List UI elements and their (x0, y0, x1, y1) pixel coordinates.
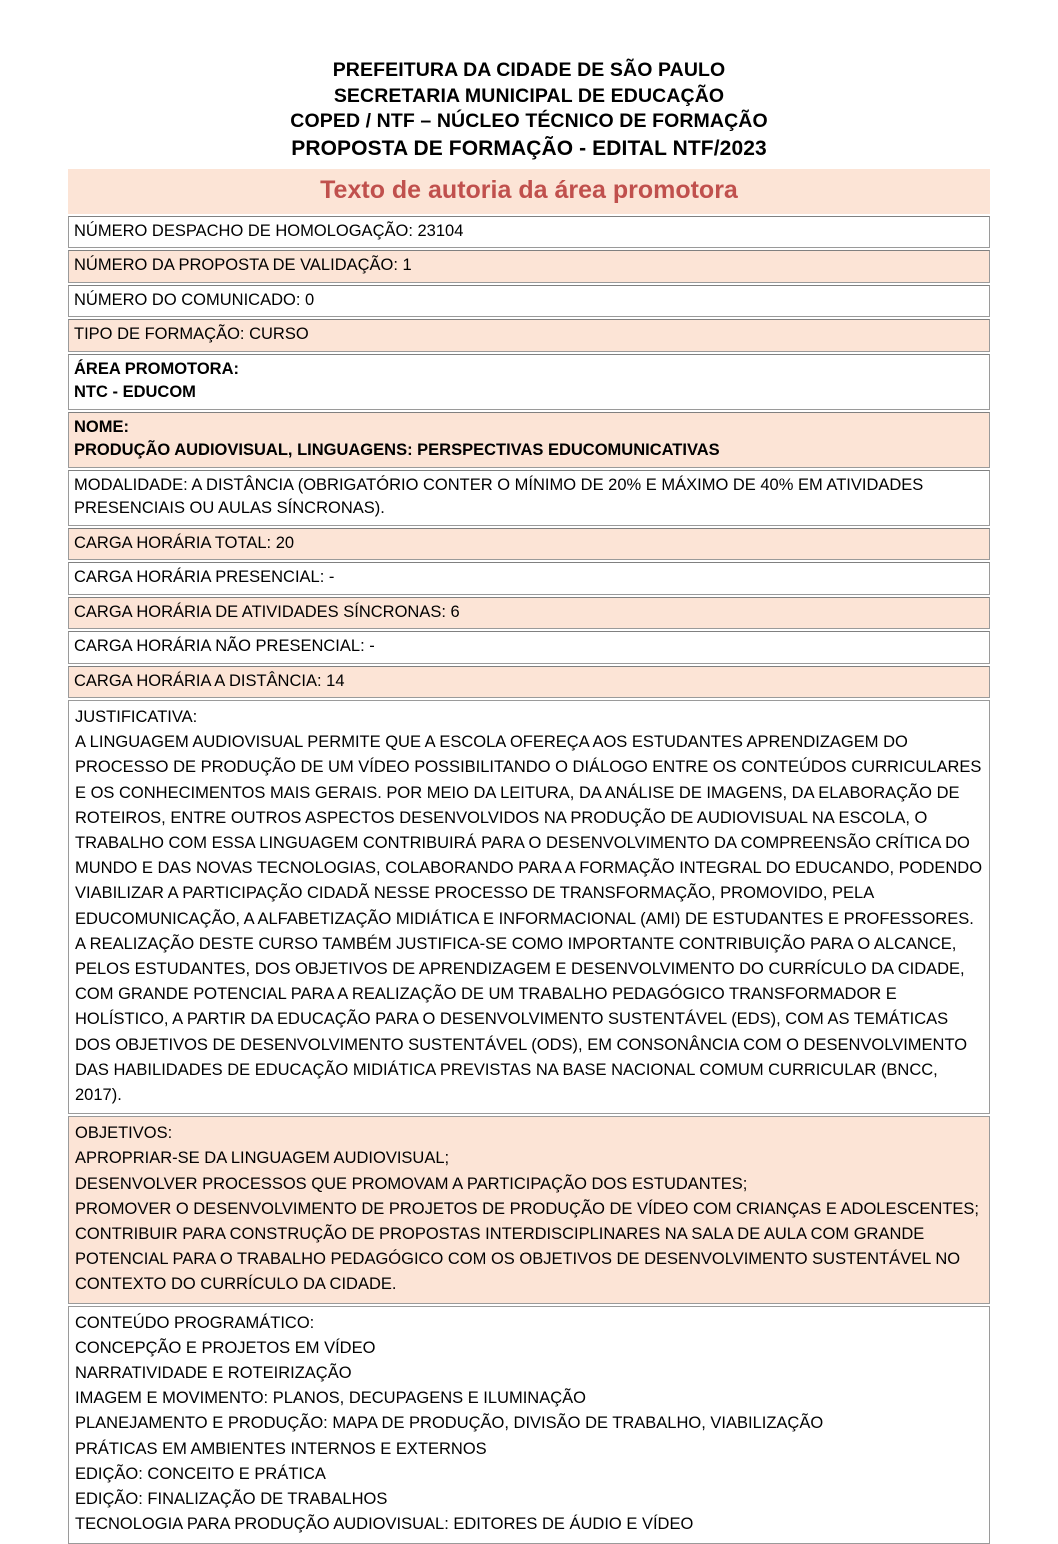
header-line-secretaria: SECRETARIA MUNICIPAL DE EDUCAÇÃO (333, 84, 725, 107)
section-conteudo-programatico (68, 1306, 990, 1544)
section-banner-autoria: Texto de autoria da área promotora (68, 169, 990, 214)
proposal-form-table (68, 169, 990, 1544)
field-carga-horaria-distancia (68, 666, 990, 699)
field-tipo-formacao (68, 319, 990, 352)
field-carga-horaria-nao-presencial (68, 631, 990, 664)
header-line-prefeitura: PREFEITURA DA CIDADE DE SÃO PAULO (332, 59, 726, 81)
section-conteudo-item: CONCEPÇÃO E PROJETOS EM VÍDEO (75, 1338, 376, 1357)
section-justificativa-text: A LINGUAGEM AUDIOVISUAL PERMITE QUE A ESCOLA OFEREÇA AOS ESTUDANTES APRENDIZAGEM DO PROCESSO DE PRODUÇÃO DE UM VÍDEO POSSIBILITANDO O DIÁLOGO ENTRE OS CONTEÚDOS CURRICULARES E OS CONHECIMENTOS MAIS GERAIS. POR MEIO DA LEITURA, DA ANÁLISE DE IMAGENS, DA ELABORAÇÃO DE ROTEIROS, ENTRE OUTROS ASPECTOS DESENVOLVIDOS NA PRODUÇÃO DE AUDIOVISUAL NA ESCOLA, O TRABALHO COM ESSA LINGUAGEM CONTRIBUIRÁ PARA O DESENVOLVIMENTO DA COMPREENSÃO CRÍTICA DO MUNDO E DAS NOVAS TECNOLOGIAS, COLABORANDO PARA A FORMAÇÃO INTEGRAL DO EDUCANDO, PODENDO VIABILIZAR A PARTICIPAÇÃO CIDADÃ NESSE PROCESSO DE TRANSFORMAÇÃO, PROMOVIDO, PELA EDUCOMUNICAÇÃO, A ALFABETIZAÇÃO MIDIÁTICA E INFORMACIONAL (AMI) DE ESTUDANTES E PROFESSORES. A REALIZAÇÃO DESTE CURSO TAMBÉM JUSTIFICA-SE COMO IMPORTANTE CONTRIBUIÇÃO PARA O ALCANCE, PELOS ESTUDANTES, DOS OBJETIVOS DE APRENDIZAGEM E DESENVOLVIMENTO DO CURRÍCULO DA CIDADE, COM GRANDE POTENCIAL PARA A REALIZAÇÃO DE UM TRABALHO PEDAGÓGICO TRANSFORMADOR E HOLÍSTICO, A PARTIR DA EDUCAÇÃO PARA O DESENVOLVIMENTO SUSTENTÁVEL (EDS), COM AS TEMÁTICAS DOS OBJETIVOS DE DESENVOLVIMENTO SUSTENTÁVEL (ODS), EM CONSONÂNCIA COM O DESENVOLVIMENTO DAS HABILIDADES DE EDUCAÇÃO MIDIÁTICA PREVISTAS NA BASE NACIONAL COMUM CURRICULAR (BNCC, 2017). (75, 733, 983, 1105)
section-conteudo-item: EDIÇÃO: CONCEITO E PRÁTICA (75, 1464, 326, 1483)
section-objetivos-item: APROPRIAR-SE DA LINGUAGEM AUDIOVISUAL; (75, 1149, 450, 1168)
section-objetivos-item: PROMOVER O DESENVOLVIMENTO DE PROJETOS DE PRODUÇÃO DE VÍDEO COM CRIANÇAS E ADOLESCENTES; (75, 1199, 980, 1218)
field-carga-horaria-total (68, 528, 990, 561)
field-numero-proposta-validacao-text: NÚMERO DA PROPOSTA DE VALIDAÇÃO: 1 (74, 256, 412, 274)
field-modalidade (68, 470, 990, 526)
field-numero-despacho-homologacao-text: NÚMERO DESPACHO DE HOMOLOGAÇÃO: 23104 (74, 221, 464, 240)
header-line-coped-ntf: COPED / NTF – NÚCLEO TÉCNICO DE FORMAÇÃO (290, 110, 768, 132)
field-area-promotora-label: ÁREA PROMOTORA: (74, 359, 239, 378)
field-numero-comunicado (68, 285, 990, 318)
section-justificativa (68, 700, 990, 1114)
field-carga-horaria-total-text: CARGA HORÁRIA TOTAL: 20 (74, 533, 295, 552)
field-carga-horaria-nao-presencial-text: CARGA HORÁRIA NÃO PRESENCIAL: - (74, 637, 375, 655)
section-objetivos-label: OBJETIVOS: (75, 1124, 173, 1143)
section-conteudo-item: PRÁTICAS EM AMBIENTES INTERNOS E EXTERNOS (75, 1439, 487, 1458)
field-tipo-formacao-text: TIPO DE FORMAÇÃO: CURSO (74, 325, 309, 343)
section-conteudo-item: PLANEJAMENTO E PRODUÇÃO: MAPA DE PRODUÇÃO, DIVISÃO DE TRABALHO, VIABILIZAÇÃO (75, 1414, 824, 1433)
field-carga-horaria-presencial-text: CARGA HORÁRIA PRESENCIAL: - (74, 568, 335, 586)
field-numero-proposta-validacao (68, 250, 990, 283)
section-conteudo-item: TECNOLOGIA PARA PRODUÇÃO AUDIOVISUAL: EDITORES DE ÁUDIO E VÍDEO (75, 1515, 694, 1534)
header-line-proposta-edital: PROPOSTA DE FORMAÇÃO - EDITAL NTF/2023 (291, 136, 767, 160)
field-nome (68, 412, 990, 468)
field-carga-horaria-distancia-text: CARGA HORÁRIA A DISTÂNCIA: 14 (74, 671, 345, 690)
field-area-promotora-value: NTC - EDUCOM (74, 383, 196, 401)
field-carga-horaria-sincronas-text: CARGA HORÁRIA DE ATIVIDADES SÍNCRONAS: 6 (74, 602, 460, 621)
document-header (0, 0, 1058, 163)
section-conteudo-item: IMAGEM E MOVIMENTO: PLANOS, DECUPAGENS E ILUMINAÇÃO (75, 1389, 586, 1408)
field-numero-comunicado-text: NÚMERO DO COMUNICADO: 0 (74, 290, 315, 309)
section-conteudo-label: CONTEÚDO PROGRAMÁTICO: (75, 1313, 315, 1332)
field-carga-horaria-sincronas (68, 597, 990, 630)
field-nome-label: NOME: (74, 417, 129, 436)
section-objetivos-item: DESENVOLVER PROCESSOS QUE PROMOVAM A PARTICIPAÇÃO DOS ESTUDANTES; (75, 1174, 748, 1193)
field-nome-value: PRODUÇÃO AUDIOVISUAL, LINGUAGENS: PERSPECTIVAS EDUCOMUNICATIVAS (74, 441, 720, 459)
section-conteudo-item: NARRATIVIDADE E ROTEIRIZAÇÃO (75, 1364, 352, 1383)
section-objetivos-item: CONTRIBUIR PARA CONSTRUÇÃO DE PROPOSTAS INTERDISCIPLINARES NA SALA DE AULA COM GRANDE POTENCIAL PARA O TRABALHO PEDAGÓGICO COM OS OBJETIVOS DE DESENVOLVIMENTO SUSTENTÁVEL NO CONTEXTO DO CURRÍCULO DA CIDADE. (75, 1225, 961, 1294)
field-carga-horaria-presencial (68, 562, 990, 595)
section-objetivos (68, 1116, 990, 1303)
section-conteudo-item: EDIÇÃO: FINALIZAÇÃO DE TRABALHOS (75, 1490, 388, 1509)
field-area-promotora (68, 354, 990, 410)
field-modalidade-text: MODALIDADE: A DISTÂNCIA (OBRIGATÓRIO CONTER O MÍNIMO DE 20% E MÁXIMO DE 40% EM ATIVIDADES PRESENCIAIS OU AULAS SÍNCRONAS). (74, 475, 924, 517)
field-numero-despacho-homologacao (68, 216, 990, 249)
section-justificativa-label: JUSTIFICATIVA: (75, 708, 198, 726)
